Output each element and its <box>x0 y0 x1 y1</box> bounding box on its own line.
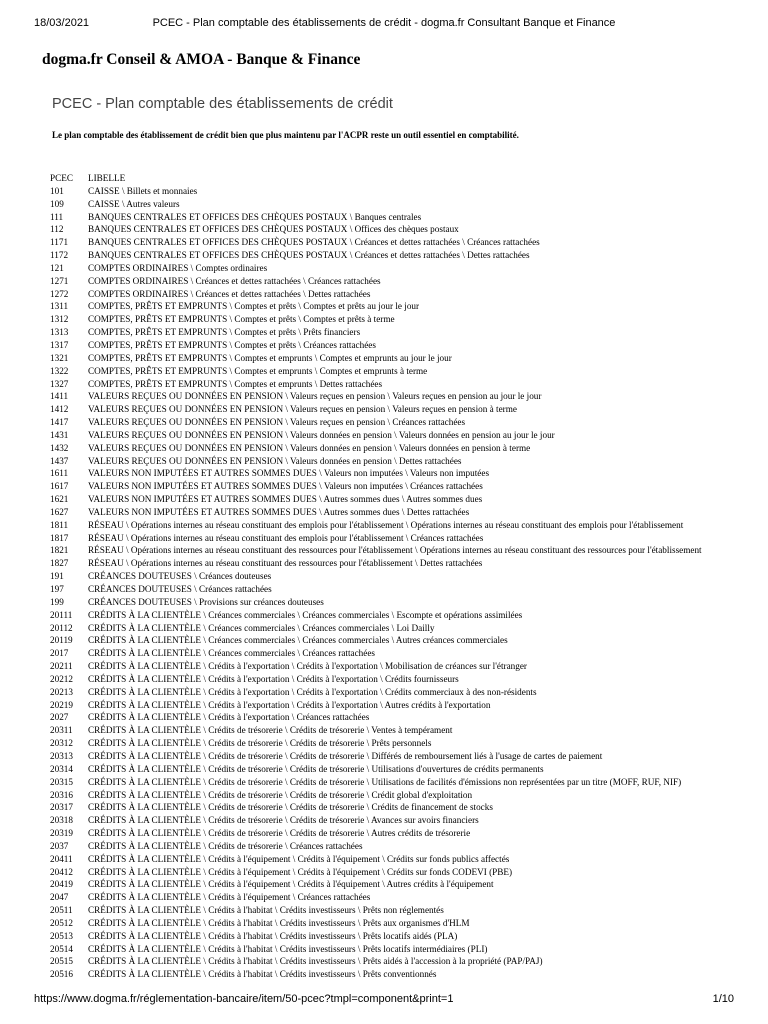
table-row <box>50 352 732 365</box>
row-code: 111 <box>50 211 64 222</box>
row-code: 1312 <box>50 314 69 325</box>
row-label: VALEURS NON IMPUTÉES ET AUTRES SOMMES DUES \ Autres sommes dues \ Autres sommes dues <box>88 494 483 505</box>
row-label: VALEURS REÇUES OU DONNÉES EN PENSION \ Valeurs reçues en pension \ Valeurs reçues en pension au jour le jour <box>88 391 542 402</box>
table-row <box>50 249 732 262</box>
row-code: 20315 <box>50 776 73 787</box>
row-code: 20318 <box>50 815 73 826</box>
row-code: 1432 <box>50 442 69 453</box>
row-label: COMPTES, PRÊTS ET EMPRUNTS \ Comptes et prêts \ Comptes et prêts à terme <box>88 314 395 325</box>
row-code: 20211 <box>50 661 73 672</box>
row-code: 191 <box>50 571 64 582</box>
row-code: 1311 <box>50 301 69 312</box>
row-code: 1271 <box>50 275 69 286</box>
table-row <box>50 699 732 712</box>
table-body <box>50 185 732 981</box>
table-row <box>50 185 732 198</box>
row-code: 1172 <box>50 250 69 261</box>
table-row <box>50 943 732 956</box>
row-label: CRÉDITS À LA CLIENTÈLE \ Crédits à l'exportation \ Crédits à l'exportation \ Crédits fournisseurs <box>88 673 459 684</box>
row-label: CRÉDITS À LA CLIENTÈLE \ Crédits de trésorerie \ Crédits de trésorerie \ Ventes à tempérament <box>88 725 453 736</box>
table-row <box>50 686 732 699</box>
row-code: 1317 <box>50 339 69 350</box>
row-label: BANQUES CENTRALES ET OFFICES DES CHÈQUES POSTAUX \ Créances et dettes rattachées \ Créances rattachées <box>88 237 540 248</box>
row-label: CRÉANCES DOUTEUSES \ Créances douteuses <box>88 571 272 582</box>
row-label: CRÉDITS À LA CLIENTÈLE \ Crédits à l'équipement \ Créances rattachées <box>88 892 371 903</box>
table-row <box>50 801 732 814</box>
row-code: 1611 <box>50 468 69 479</box>
row-code: 20511 <box>50 905 73 916</box>
row-label: CRÉDITS À LA CLIENTÈLE \ Crédits de trésorerie \ Crédits de trésorerie \ Crédit global d'exploitation <box>88 789 473 800</box>
row-code: 1827 <box>50 558 69 569</box>
table-row <box>50 763 732 776</box>
table-row <box>50 416 732 429</box>
row-code: 20213 <box>50 686 73 697</box>
row-code: 1272 <box>50 288 69 299</box>
pcec-table <box>50 172 732 981</box>
row-code: 20412 <box>50 866 73 877</box>
row-label: CRÉDITS À LA CLIENTÈLE \ Crédits à l'exportation \ Créances rattachées <box>88 712 370 723</box>
row-label: VALEURS REÇUES OU DONNÉES EN PENSION \ Valeurs reçues en pension \ Valeurs reçues en pension à terme <box>88 404 517 415</box>
row-label: CRÉDITS À LA CLIENTÈLE \ Crédits à l'équipement \ Crédits à l'équipement \ Autres crédits à l'équipement <box>88 879 494 890</box>
table-row <box>50 622 732 635</box>
table-row <box>50 467 732 480</box>
row-label: RÉSEAU \ Opérations internes au réseau constituant des emplois pour l'établissement \ Créances rattachées <box>88 532 484 543</box>
row-code: 1431 <box>50 429 69 440</box>
table-row <box>50 634 732 647</box>
row-label: CRÉDITS À LA CLIENTÈLE \ Crédits de trésorerie \ Crédits de trésorerie \ Utilisations d'ouvertures de crédits permanents <box>88 763 544 774</box>
page-title: PCEC - Plan comptable des établissements de crédit <box>52 96 393 112</box>
table-row <box>50 378 732 391</box>
table-row <box>50 737 732 750</box>
row-label: COMPTES, PRÊTS ET EMPRUNTS \ Comptes et emprunts \ Comptes et emprunts au jour le jour <box>88 352 452 363</box>
table-row <box>50 724 732 737</box>
row-label: VALEURS REÇUES OU DONNÉES EN PENSION \ Valeurs données en pension \ Valeurs données en pension à terme <box>88 442 531 453</box>
row-code: 1171 <box>50 237 69 248</box>
table-row <box>50 506 732 519</box>
table-row <box>50 853 732 866</box>
print-url: https://www.dogma.fr/réglementation-bancaire/item/50-pcec?tmpl=component&print=1 <box>34 993 454 1005</box>
table-row <box>50 288 732 301</box>
row-label: COMPTES ORDINAIRES \ Créances et dettes rattachées \ Créances rattachées <box>88 275 381 286</box>
row-label: CRÉDITS À LA CLIENTÈLE \ Crédits à l'habitat \ Crédits investisseurs \ Prêts locatifs aidés (PLA) <box>88 930 458 941</box>
row-label: CRÉDITS À LA CLIENTÈLE \ Crédits à l'exportation \ Crédits à l'exportation \ Autres crédits à l'exportation <box>88 699 491 710</box>
row-label: CRÉDITS À LA CLIENTÈLE \ Crédits à l'équipement \ Crédits à l'équipement \ Crédits sur fonds CODEVI (PBE) <box>88 866 513 877</box>
row-code: 20515 <box>50 956 73 967</box>
row-label: COMPTES ORDINAIRES \ Créances et dettes rattachées \ Dettes rattachées <box>88 288 371 299</box>
row-label: CRÉDITS À LA CLIENTÈLE \ Crédits de trésorerie \ Crédits de trésorerie \ Autres crédits de trésorerie <box>88 828 471 839</box>
row-label: COMPTES, PRÊTS ET EMPRUNTS \ Comptes et emprunts \ Comptes et emprunts à terme <box>88 365 428 376</box>
print-page-title: PCEC - Plan comptable des établissements de crédit - dogma.fr Consultant Banque et Finance <box>152 17 616 29</box>
row-code: 1811 <box>50 519 69 530</box>
row-code: 20312 <box>50 738 73 749</box>
table-row <box>50 968 732 981</box>
table-row <box>50 211 732 224</box>
row-code: 20112 <box>50 622 73 633</box>
table-row <box>50 904 732 917</box>
row-code: 1617 <box>50 481 69 492</box>
row-label: CRÉDITS À LA CLIENTÈLE \ Crédits à l'habitat \ Crédits investisseurs \ Prêts aidés à l'accession à la propriété (PAP/PAJ) <box>88 956 543 967</box>
row-label: VALEURS REÇUES OU DONNÉES EN PENSION \ Valeurs reçues en pension \ Créances rattachées <box>88 417 466 428</box>
table-row <box>50 455 732 468</box>
row-label: CRÉDITS À LA CLIENTÈLE \ Crédits à l'exportation \ Crédits à l'exportation \ Mobilisation de créances sur l'étranger <box>88 661 527 672</box>
table-row <box>50 814 732 827</box>
row-label: COMPTES, PRÊTS ET EMPRUNTS \ Comptes et prêts \ Comptes et prêts au jour le jour <box>88 301 420 312</box>
row-label: CRÉDITS À LA CLIENTÈLE \ Crédits à l'équipement \ Crédits à l'équipement \ Crédits sur fonds publics affectés <box>88 853 510 864</box>
row-code: 199 <box>50 596 64 607</box>
row-label: VALEURS NON IMPUTÉES ET AUTRES SOMMES DUES \ Valeurs non imputées \ Créances rattachées <box>88 481 483 492</box>
row-code: 1412 <box>50 404 69 415</box>
table-row <box>50 660 732 673</box>
table-row <box>50 403 732 416</box>
table-row <box>50 236 732 249</box>
row-label: VALEURS NON IMPUTÉES ET AUTRES SOMMES DUES \ Autres sommes dues \ Dettes rattachées <box>88 506 470 517</box>
row-label: CRÉDITS À LA CLIENTÈLE \ Crédits à l'exportation \ Crédits à l'exportation \ Crédits commerciaux à des non-résidents <box>88 686 537 697</box>
row-label: BANQUES CENTRALES ET OFFICES DES CHÈQUES POSTAUX \ Offices des chèques postaux <box>88 224 459 235</box>
row-code: 1621 <box>50 494 69 505</box>
row-label: CRÉANCES DOUTEUSES \ Créances rattachées <box>88 584 272 594</box>
row-code: 20313 <box>50 750 73 761</box>
row-label: VALEURS REÇUES OU DONNÉES EN PENSION \ Valeurs données en pension \ Valeurs données en pension au jour le jour <box>88 429 555 440</box>
table-row <box>50 480 732 493</box>
row-label: CRÉANCES DOUTEUSES \ Provisions sur créances douteuses <box>88 596 324 607</box>
row-label: CRÉDITS À LA CLIENTÈLE \ Créances commerciales \ Créances commerciales \ Escompte et opérations assimilées <box>88 609 523 620</box>
row-code: 20512 <box>50 917 73 928</box>
row-code: 2037 <box>50 840 69 851</box>
row-code: 197 <box>50 584 64 594</box>
table-row <box>50 891 732 904</box>
row-label: COMPTES, PRÊTS ET EMPRUNTS \ Comptes et prêts \ Créances rattachées <box>88 339 376 350</box>
row-code: 20219 <box>50 699 73 710</box>
table-row <box>50 493 732 506</box>
table-row <box>50 557 732 570</box>
table-row <box>50 339 732 352</box>
row-code: 20316 <box>50 789 73 800</box>
table-row <box>50 647 732 660</box>
row-code: 1817 <box>50 532 69 543</box>
row-code: 20119 <box>50 635 73 646</box>
print-header <box>0 17 768 31</box>
table-row <box>50 519 732 532</box>
row-label: CRÉDITS À LA CLIENTÈLE \ Créances commerciales \ Créances rattachées <box>88 648 376 659</box>
row-label: COMPTES, PRÊTS ET EMPRUNTS \ Comptes et emprunts \ Dettes rattachées <box>88 378 383 389</box>
row-code: 20319 <box>50 828 73 839</box>
row-code: 1437 <box>50 455 69 466</box>
row-label: CRÉDITS À LA CLIENTÈLE \ Crédits de trésorerie \ Crédits de trésorerie \ Prêts personnels <box>88 738 432 749</box>
row-code: 20314 <box>50 763 73 774</box>
table-row <box>50 300 732 313</box>
row-label: CRÉDITS À LA CLIENTÈLE \ Crédits de trésorerie \ Crédits de trésorerie \ Utilisations de facilités d'émissions non représentées par un titre (MOFF, RUF, NIF) <box>88 776 682 787</box>
row-code: 1821 <box>50 545 69 556</box>
row-code: 121 <box>50 262 64 273</box>
row-label: COMPTES, PRÊTS ET EMPRUNTS \ Comptes et prêts \ Prêts financiers <box>88 327 361 338</box>
page-number: 1/10 <box>712 993 734 1005</box>
row-label: COMPTES ORDINAIRES \ Comptes ordinaires <box>88 262 268 273</box>
table-row <box>50 596 732 609</box>
table-row <box>50 878 732 891</box>
table-row <box>50 930 732 943</box>
table-row <box>50 198 732 211</box>
table-row <box>50 262 732 275</box>
row-label: CRÉDITS À LA CLIENTÈLE \ Crédits à l'habitat \ Crédits investisseurs \ Prêts conventionnés <box>88 969 437 980</box>
row-code: 1327 <box>50 378 69 389</box>
table-row <box>50 532 732 545</box>
print-date: 18/03/2021 <box>34 17 90 29</box>
row-label: CRÉDITS À LA CLIENTÈLE \ Crédits à l'habitat \ Crédits investisseurs \ Prêts locatifs intermédiaires (PLI) <box>88 943 488 954</box>
table-row <box>50 313 732 326</box>
table-row <box>50 326 732 339</box>
row-code: 20419 <box>50 879 73 890</box>
row-code: 1627 <box>50 506 69 517</box>
row-label: CAISSE \ Billets et monnaies <box>88 185 198 196</box>
intro-text: Le plan comptable des établissement de crédit bien que plus maintenu par l'ACPR reste un outil essentiel en comptabilité. <box>52 130 519 140</box>
table-row <box>50 750 732 763</box>
row-code: 20411 <box>50 853 73 864</box>
table-row <box>50 866 732 879</box>
print-footer <box>0 993 768 1007</box>
row-code: 2047 <box>50 892 69 903</box>
row-code: 1313 <box>50 327 69 338</box>
row-code: 20111 <box>50 609 73 620</box>
row-label: BANQUES CENTRALES ET OFFICES DES CHÈQUES POSTAUX \ Banques centrales <box>88 211 422 222</box>
row-label: BANQUES CENTRALES ET OFFICES DES CHÈQUES POSTAUX \ Créances et dettes rattachées \ Dettes rattachées <box>88 250 530 261</box>
row-code: 2027 <box>50 712 69 723</box>
row-code: 1411 <box>50 391 69 402</box>
table-row <box>50 776 732 789</box>
table-row <box>50 365 732 378</box>
row-label: CRÉDITS À LA CLIENTÈLE \ Crédits à l'habitat \ Crédits investisseurs \ Prêts aux organismes d'HLM <box>88 917 470 928</box>
row-code: 20513 <box>50 930 73 941</box>
row-code: 20514 <box>50 943 73 954</box>
row-label: CRÉDITS À LA CLIENTÈLE \ Créances commerciales \ Créances commerciales \ Loi Dailly <box>88 622 435 633</box>
header-code: PCEC <box>50 173 73 183</box>
row-label: RÉSEAU \ Opérations internes au réseau constituant des emplois pour l'établissement \ Opérations internes au réseau constituant des emplois pour l'établissement <box>88 519 684 530</box>
table-row <box>50 544 732 557</box>
row-label: CRÉDITS À LA CLIENTÈLE \ Crédits de trésorerie \ Crédits de trésorerie \ Crédits de financement de stocks <box>88 802 493 813</box>
row-code: 1322 <box>50 365 69 376</box>
row-label: CRÉDITS À LA CLIENTÈLE \ Créances commerciales \ Créances commerciales \ Autres créances commerciales <box>88 635 508 646</box>
table-row <box>50 390 732 403</box>
table-row <box>50 955 732 968</box>
row-code: 109 <box>50 198 64 209</box>
row-label: CRÉDITS À LA CLIENTÈLE \ Crédits de trésorerie \ Créances rattachées <box>88 840 363 851</box>
row-code: 20311 <box>50 725 73 736</box>
row-code: 112 <box>50 224 64 235</box>
table-row <box>50 583 732 596</box>
row-code: 20317 <box>50 802 73 813</box>
table-row <box>50 442 732 455</box>
table-row <box>50 275 732 288</box>
row-code: 101 <box>50 185 64 196</box>
row-label: CRÉDITS À LA CLIENTÈLE \ Crédits à l'habitat \ Crédits investisseurs \ Prêts non réglementés <box>88 905 444 916</box>
table-header-row <box>50 172 732 185</box>
table-row <box>50 609 732 622</box>
table-row <box>50 711 732 724</box>
table-row <box>50 429 732 442</box>
row-label: RÉSEAU \ Opérations internes au réseau constituant des ressources pour l'établissement \ Opérations internes au réseau constituant des ressources pour l'établissement <box>88 545 702 556</box>
table-row <box>50 917 732 930</box>
row-label: RÉSEAU \ Opérations internes au réseau constituant des ressources pour l'établissement \ Dettes rattachées <box>88 558 483 569</box>
row-label: CAISSE \ Autres valeurs <box>88 198 180 209</box>
row-label: CRÉDITS À LA CLIENTÈLE \ Crédits de trésorerie \ Crédits de trésorerie \ Différés de remboursement liés à l'usage de cartes de paiement <box>88 750 603 761</box>
row-label: VALEURS REÇUES OU DONNÉES EN PENSION \ Valeurs données en pension \ Dettes rattachées <box>88 455 462 466</box>
row-code: 1321 <box>50 352 69 363</box>
row-code: 2017 <box>50 648 69 659</box>
table-row <box>50 673 732 686</box>
table-row <box>50 570 732 583</box>
row-code: 1417 <box>50 417 69 428</box>
table-row <box>50 840 732 853</box>
table-row <box>50 223 732 236</box>
row-code: 20516 <box>50 969 73 980</box>
header-label: LIBELLE <box>88 173 126 183</box>
site-title: dogma.fr Conseil & AMOA - Banque & Finance <box>42 51 361 68</box>
row-code: 20212 <box>50 673 73 684</box>
table-row <box>50 789 732 802</box>
table-row <box>50 827 732 840</box>
row-label: CRÉDITS À LA CLIENTÈLE \ Crédits de trésorerie \ Crédits de trésorerie \ Avances sur avoirs financiers <box>88 815 479 826</box>
row-label: VALEURS NON IMPUTÉES ET AUTRES SOMMES DUES \ Valeurs non imputées \ Valeurs non imputées <box>88 468 490 479</box>
